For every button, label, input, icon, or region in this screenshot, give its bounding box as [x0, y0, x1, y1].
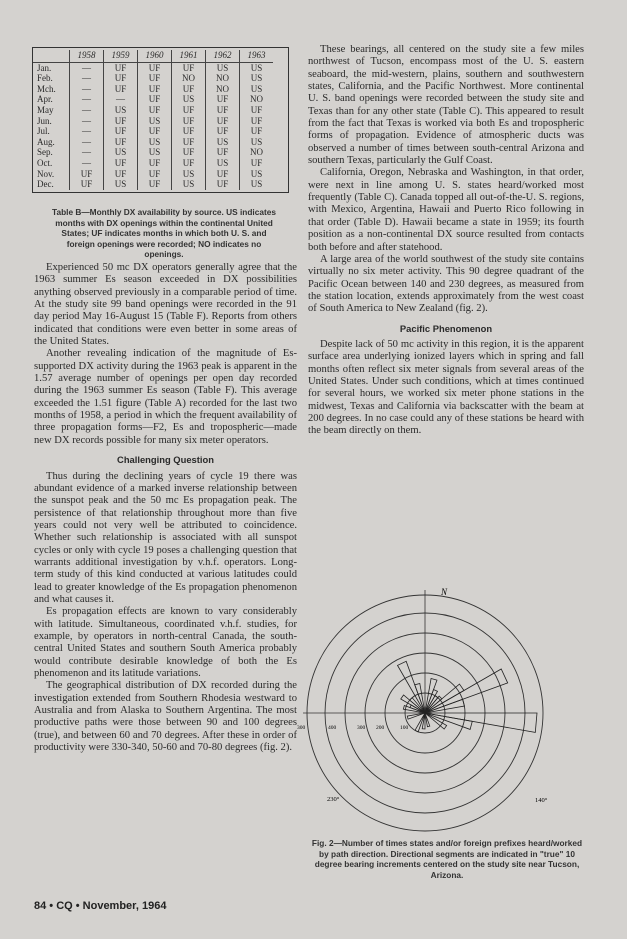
table-cell: UF: [104, 84, 138, 95]
ring-label: 200: [376, 725, 385, 731]
table-cell: US: [104, 148, 138, 159]
table-cell: UF: [206, 127, 240, 138]
angle-label-230: 230°: [327, 796, 340, 803]
month-cell: Feb.: [37, 73, 53, 84]
year-header: 1959: [104, 50, 138, 63]
month-cell: Mch.: [37, 83, 56, 94]
table-cell: US: [104, 180, 138, 191]
table-cell: —: [70, 158, 104, 169]
table-cell: UF: [104, 74, 138, 85]
table-cell: UF: [138, 180, 172, 191]
table-row: [33, 74, 273, 85]
table-cell: UF: [240, 105, 274, 116]
table-cell: —: [70, 95, 104, 106]
table-cell: US: [104, 105, 138, 116]
table-cell: —: [104, 95, 138, 106]
month-cell: Jan.: [37, 62, 52, 73]
year-header: 1958: [70, 50, 104, 63]
year-header: 1961: [172, 50, 206, 63]
table-cell: UF: [172, 105, 206, 116]
year-header: 1962: [206, 50, 240, 63]
month-cell: May: [37, 104, 54, 115]
table-cell: UF: [172, 63, 206, 74]
month-header: [33, 50, 70, 63]
table-row: [33, 84, 273, 95]
table-cell: NO: [172, 74, 206, 85]
table-cell: UF: [104, 169, 138, 180]
month-cell: Jun.: [37, 115, 52, 126]
year-header: 1963: [240, 50, 274, 63]
paragraph: Experienced 50 mc DX operators generally agree that the 1963 summer Es season exceeded in DX possibilities anything observed previously in a comparable period of time. At the study site 99 band openings were recorded in the 91 day period May 16-August 15 (Table F). Reports from others indicated that conditions were even better in some areas of the United States.: [34, 262, 297, 348]
table-cell: UF: [104, 127, 138, 138]
table-cell: NO: [206, 74, 240, 85]
table-body: [33, 63, 273, 191]
table-cell: US: [206, 137, 240, 148]
table-cell: UF: [206, 95, 240, 106]
table-cell: UF: [104, 63, 138, 74]
table-cell: UF: [206, 105, 240, 116]
month-cell: Dec.: [37, 179, 54, 190]
table-cell: US: [172, 169, 206, 180]
table-cell: UF: [70, 180, 104, 191]
month-cell: Sep.: [37, 147, 53, 158]
table-cell: UF: [240, 116, 274, 127]
table-cell: UF: [104, 158, 138, 169]
table-row: [33, 158, 273, 169]
paragraph: Another revealing indication of the magnitude of Es-supported DX activity during the 1963 peak is apparent in the 1.57 average number of openings per open day recorded during the 1963 summer Es season (Table F). This average exceeded the 1.51 figure (Table A) recorded for the last two months of 1958, a period in which the frequent availability of three propagation forms—F2, Es and tropospheric—made new DX records possible for many six meter operators.: [34, 348, 297, 446]
right-column: [308, 44, 584, 438]
table-cell: UF: [172, 116, 206, 127]
table-cell: US: [240, 137, 274, 148]
table-header-row: [33, 50, 273, 63]
table-cell: UF: [70, 169, 104, 180]
table-cell: UF: [138, 74, 172, 85]
table-cell: US: [138, 116, 172, 127]
ring-label: 100: [400, 725, 409, 731]
table-cell: US: [138, 137, 172, 148]
ring-label: 400: [328, 725, 337, 731]
table-cell: US: [138, 148, 172, 159]
table-cell: —: [70, 127, 104, 138]
table-cell: —: [70, 137, 104, 148]
figure-caption: Fig. 2—Number of times states and/or foreign prefixes heard/worked by path direction. Directional segments are indicated in "true" 10 degree bearing increments centered on the study site near Tucson, Arizona.: [311, 838, 583, 880]
table-cell: US: [172, 180, 206, 191]
table-cell: UF: [206, 169, 240, 180]
table-cell: —: [70, 116, 104, 127]
left-column: [34, 262, 297, 754]
ring-label: 300: [297, 725, 306, 731]
table-cell: US: [206, 158, 240, 169]
table-cell: NO: [240, 148, 274, 159]
table-cell: —: [70, 148, 104, 159]
table-cell: UF: [206, 180, 240, 191]
table-cell: UF: [206, 148, 240, 159]
table-cell: UF: [138, 127, 172, 138]
table-cell: UF: [172, 84, 206, 95]
table-cell: UF: [104, 116, 138, 127]
month-cell: Nov.: [37, 168, 55, 179]
page-footer: 84 • CQ • November, 1964: [34, 900, 167, 912]
paragraph: A large area of the world southwest of the study site contains virtually no six meter activity. This 90 degree quadrant of the Pacific Ocean between 140 and 230 degrees, as measured from the station location, extends approximately from the west coast of South America to New Zealand (fig. 2).: [308, 253, 584, 315]
paragraph: California, Oregon, Nebraska and Washington, in that order, were next in line among U. S. states heard/worked most frequently (Table C). Canada topped all out-of-the-U. S. regions, with Mexico, Argentina, Hawaii and Puerto Rico following in that order (Table D). Hawaii became a state in 1959; its fourth position as a non-continental DX source resulted from contacts both before and after statehood.: [308, 167, 584, 253]
polar-path-diagram: [295, 578, 595, 838]
month-cell: Jul.: [37, 126, 50, 137]
table-cell: US: [172, 95, 206, 106]
north-label: N: [441, 587, 448, 597]
table-cell: US: [240, 169, 274, 180]
month-cell: Apr.: [37, 94, 53, 105]
table-cell: UF: [240, 127, 274, 138]
paragraph: Es propagation effects are known to vary considerably with latitude. Simultaneous, coordinated v.h.f. studies, for example, by operators in north-central Canada, the south-central United States and southern South America probably would contribute desirable knowledge of both the Es phenomenon and its latitude variations.: [34, 606, 297, 679]
table-row: [33, 127, 273, 138]
table-cell: US: [240, 63, 274, 74]
section-heading: Pacific Phenomenon: [399, 322, 493, 334]
table-cell: NO: [206, 84, 240, 95]
table-cell: UF: [138, 95, 172, 106]
paragraph: Thus during the declining years of cycle 19 there was abundant evidence of a marked inverse relationship between the sunspot peak and the 50 mc Es propagation peak. The persistence of that relationship throughout more than five years could not very well be attributed to coincidence. Whether such relationship is associated with all sunspot cycles or only with cycle 19 poses a challenging question that warrants additional investigation by v.h.f. operators. Long-term study of this kind conducted at various latitudes could lead to greater knowledge of the Es propagation phenomenon and what causes it.: [34, 470, 297, 605]
table-cell: UF: [172, 158, 206, 169]
table-cell: US: [240, 74, 274, 85]
table-cell: UF: [240, 158, 274, 169]
table-row: [33, 116, 273, 127]
table-cell: UF: [138, 158, 172, 169]
table-cell: UF: [172, 137, 206, 148]
table-cell: US: [240, 180, 274, 191]
year-header: 1960: [138, 50, 172, 63]
table-cell: UF: [138, 169, 172, 180]
table-row: [33, 169, 273, 180]
angle-label-140: 140°: [535, 797, 548, 804]
table-row: [33, 180, 273, 191]
table-cell: —: [70, 105, 104, 116]
table-row: [33, 95, 273, 106]
table-cell: UF: [138, 84, 172, 95]
paragraph: The geographical distribution of DX recorded during the investigation extended from Southern Rhodesia westward to Australia and from Alaska to Southern Argentina. The most productive paths were those between 90 and 100 degrees (true), and between 60 and 70 degrees. After these in order of productivity were 330-340, 50-60 and 70-80 degrees (fig. 2).: [34, 680, 297, 754]
ring-label: 300: [357, 725, 366, 731]
table-cell: UF: [138, 105, 172, 116]
table-cell: UF: [104, 137, 138, 148]
dx-availability-table: [33, 50, 273, 190]
table-caption: Table B—Monthly DX availability by source. US indicates months with DX openings within the continental United States; UF indicates months in which both U. S. and foreign openings were recorded; NO indicates no openings.: [52, 207, 276, 260]
table-cell: UF: [206, 116, 240, 127]
table-cell: US: [206, 63, 240, 74]
table-cell: UF: [172, 148, 206, 159]
paragraph: Despite lack of 50 mc activity in this region, it is the apparent surface area underlying ionized layers which in spring and fall months often reflect six meter signals from several areas of the United States. Under such conditions, which at times continued for several hours, we worked six meter phone stations in the midwest, Texas and California via backscatter with the beam at 200 degrees. In no case could any of these stations be heard with the beam directly on them.: [308, 338, 584, 437]
table-cell: US: [240, 84, 274, 95]
month-cell: Aug.: [37, 136, 55, 147]
table-row: [33, 137, 273, 148]
table-row: [33, 63, 273, 74]
table-cell: —: [70, 74, 104, 85]
table-cell: —: [70, 63, 104, 74]
table-row: [33, 105, 273, 116]
table-row: [33, 148, 273, 159]
table-cell: UF: [138, 63, 172, 74]
month-cell: Oct.: [37, 157, 53, 168]
table-cell: —: [70, 84, 104, 95]
table-cell: NO: [240, 95, 274, 106]
section-heading: Challenging Question: [117, 454, 214, 466]
paragraph: These bearings, all centered on the study site a few miles northwest of Tucson, encompass most of the U. S. eastern seaboard, the mid-western, plains, southern and southwestern states, California, and the Pacific Northwest. More continental U. S. band openings were recorded between the study site and Texas than for any other state (Table C). This appeared to result from the fact that Texas is worked via both Es and tropospheric forms of propagation. Evidence of atmospheric ducts was observed a number of times between south-central Arizona and southern Texas, particularly the Gulf Coast.: [308, 44, 584, 167]
table-cell: UF: [172, 127, 206, 138]
